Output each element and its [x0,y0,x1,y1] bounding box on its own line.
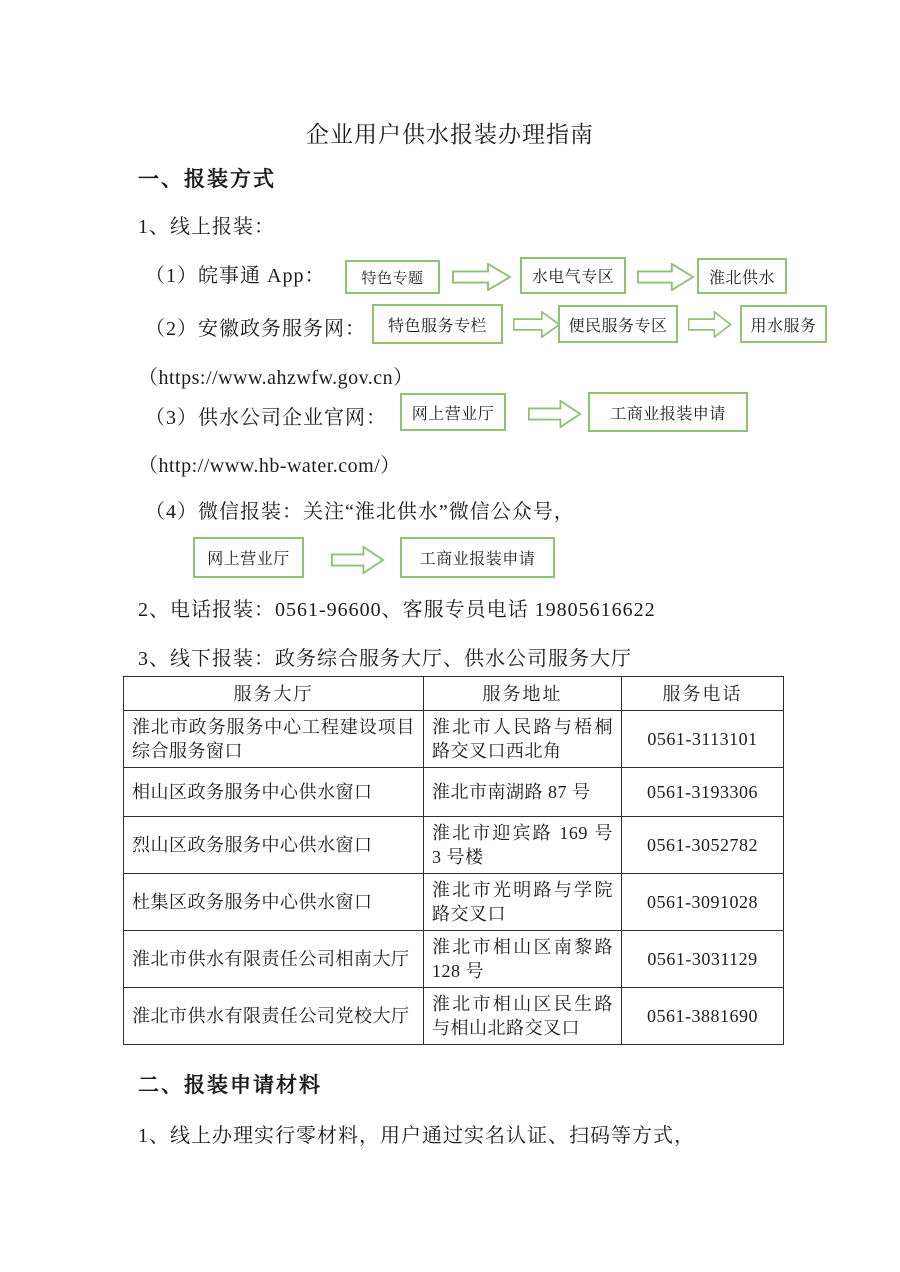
online-apply-label: 1、线上报装： [138,216,275,238]
arrow-right-icon [452,263,512,291]
sub1-label: （1）皖事通 App： [145,265,326,287]
hall-address: 淮北市光明路与学院路交叉口 [424,874,622,931]
hall-name: 淮北市政务服务中心工程建设项目综合服务窗口 [124,711,424,768]
table-row [124,874,784,931]
sub4-label: （4）微信报装：关注“淮北供水”微信公众号， [145,501,575,523]
hall-phone: 0561-3052782 [622,817,784,874]
hall-phone: 0561-3031129 [622,931,784,988]
flow-box-tese-zhuanti: 特色专题 [345,260,440,294]
hall-phone: 0561-3881690 [622,988,784,1045]
arrow-right-icon [513,311,561,338]
arrow-right-icon [688,311,732,338]
table-row [124,768,784,817]
flow-box-huaibei-gongshui: 淮北供水 [697,258,787,294]
arrow-right-icon [637,263,695,291]
arrow-right-icon [331,546,385,574]
table-row [124,711,784,768]
flow-box-tese-fuwu-zhuanlan: 特色服务专栏 [372,304,503,344]
table-row [124,988,784,1045]
hall-phone: 0561-3193306 [622,768,784,817]
offline-apply-line: 3、线下报装：政务综合服务大厅、供水公司服务大厅 [138,648,632,670]
col-header-address: 服务地址 [424,677,622,711]
hall-address: 淮北市迎宾路 169 号 3 号楼 [424,817,622,874]
hall-name: 淮北市供水有限责任公司相南大厅 [124,931,424,988]
flow-box-shuidianqi: 水电气专区 [520,257,626,294]
flow-box-bianmin-fuwu: 便民服务专区 [558,305,678,343]
arrow-right-icon [528,400,582,428]
ahzwfw-url: （https://www.ahzwfw.gov.cn） [138,367,414,389]
hall-address: 淮北市人民路与梧桐路交叉口西北角 [424,711,622,768]
hall-address: 淮北市南湖路 87 号 [424,768,622,817]
table-header-row [124,677,784,711]
hall-address: 淮北市相山区南黎路 128 号 [424,931,622,988]
table-row [124,817,784,874]
sub2-label: （2）安徽政务服务网： [145,318,366,340]
section2-heading: 二、报装申请材料 [138,1073,322,1097]
page-title: 企业用户供水报装办理指南 [306,122,594,147]
phone-apply-line: 2、电话报装：0561-96600、客服专员电话 19805616622 [138,599,656,621]
hall-name: 淮北市供水有限责任公司党校大厅 [124,988,424,1045]
flow-box-yongshui-fuwu: 用水服务 [740,305,827,343]
hall-name: 相山区政务服务中心供水窗口 [124,768,424,817]
flow-box-gongshangye-baozhuang: 工商业报装申请 [588,392,748,432]
flow-box-wangshang-yingyeting-2: 网上营业厅 [193,537,304,578]
col-header-phone: 服务电话 [622,677,784,711]
sub3-label: （3）供水公司企业官网： [145,407,387,429]
table-row [124,931,784,988]
hbwater-url: （http://www.hb-water.com/） [138,455,401,477]
section2-item1: 1、线上办理实行零材料，用户通过实名认证、扫码等方式， [138,1125,695,1147]
hall-phone: 0561-3091028 [622,874,784,931]
flow-box-gongshangye-baozhuang-2: 工商业报装申请 [400,537,555,578]
hall-address: 淮北市相山区民生路与相山北路交叉口 [424,988,622,1045]
hall-phone: 0561-3113101 [622,711,784,768]
section1-heading: 一、报装方式 [138,167,276,191]
col-header-hall: 服务大厅 [124,677,424,711]
flow-box-wangshang-yingyeting: 网上营业厅 [400,393,506,431]
hall-name: 烈山区政务服务中心供水窗口 [124,817,424,874]
hall-name: 杜集区政务服务中心供水窗口 [124,874,424,931]
service-halls-table [123,676,784,1045]
